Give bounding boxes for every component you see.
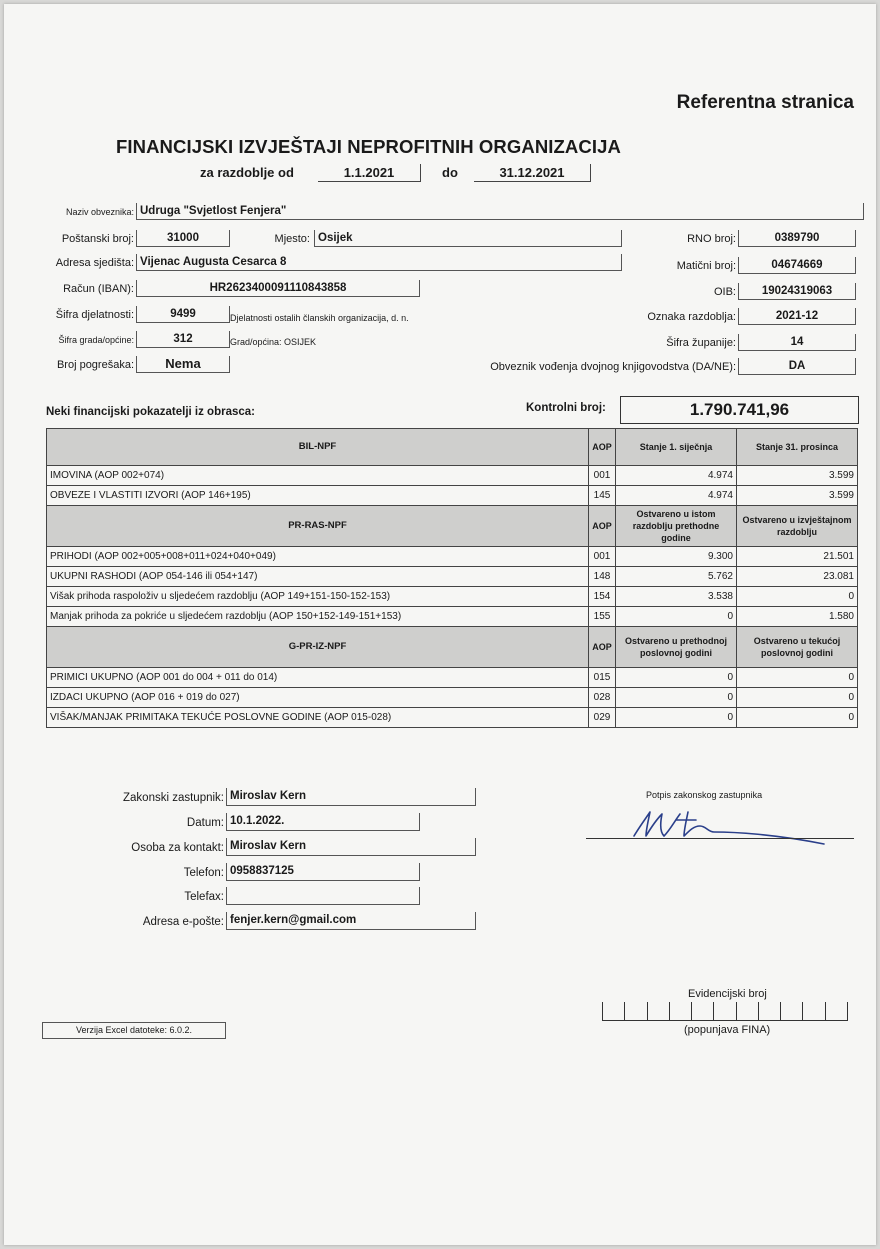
kontakt-label: Osoba za kontakt: <box>131 842 224 854</box>
pogreske-label: Broj pogrešaka: <box>56 359 134 371</box>
financial-table <box>46 428 858 728</box>
telefax-field <box>226 887 420 905</box>
oib-label: OIB: <box>713 286 736 298</box>
djelatnost-field: 9499 <box>136 306 230 323</box>
row-label: IMOVINA (AOP 002+074) <box>47 466 589 486</box>
row-label: IZDACI UKUPNO (AOP 016 + 019 do 027) <box>47 688 589 708</box>
signature-label: Potpis zakonskog zastupnika <box>646 790 763 800</box>
table-row <box>47 466 858 486</box>
table-row <box>47 668 858 688</box>
kontakt-field: Miroslav Kern <box>226 838 476 856</box>
oznaka-field: 2021-12 <box>738 308 856 325</box>
rno-field: 0389790 <box>738 230 856 247</box>
djelatnost-label: Šifra djelatnosti: <box>55 309 134 321</box>
racun-label: Račun (IBAN): <box>63 283 134 295</box>
zastupnik-field: Miroslav Kern <box>226 788 476 806</box>
section-header-row <box>47 429 858 466</box>
row-value-1: 0 <box>616 688 737 708</box>
aop-header: AOP <box>589 506 616 547</box>
maticni-label: Matični broj: <box>676 260 736 272</box>
row-aop: 028 <box>589 688 616 708</box>
djelatnost-description: Djelatnosti ostalih članskih organizacija, d. n. <box>230 313 409 323</box>
column1-header: Stanje 1. siječnja <box>616 429 737 466</box>
racun-field: HR2623400091110843858 <box>136 280 420 297</box>
row-value-2: 0 <box>737 587 858 607</box>
datum-label: Datum: <box>186 817 224 829</box>
zupanija-field: 14 <box>738 334 856 351</box>
rno-label: RNO broj: <box>687 233 736 245</box>
period-label: za razdoblje od <box>200 165 294 180</box>
row-aop: 145 <box>589 486 616 506</box>
postanski-label: Poštanski broj: <box>61 233 134 245</box>
row-aop: 015 <box>589 668 616 688</box>
version-label: Verzija Excel datoteke: 6.0.2. <box>42 1022 226 1039</box>
period-to: 31.12.2021 <box>474 164 591 182</box>
row-value-2: 3.599 <box>737 466 858 486</box>
dvojno-field: DA <box>738 358 856 375</box>
table-row <box>47 688 858 708</box>
row-value-2: 21.501 <box>737 547 858 567</box>
pogreske-field: Nema <box>136 356 230 373</box>
row-aop: 148 <box>589 567 616 587</box>
signature-mark <box>624 804 854 848</box>
column2-header: Ostvareno u tekućoj poslovnoj godini <box>737 627 858 668</box>
row-aop: 155 <box>589 607 616 627</box>
row-value-2: 1.580 <box>737 607 858 627</box>
row-label: PRIMICI UKUPNO (AOP 001 do 004 + 011 do 014) <box>47 668 589 688</box>
row-value-2: 0 <box>737 708 858 728</box>
adresa-field: Vijenac Augusta Cesarca 8 <box>136 254 622 271</box>
row-label: Višak prihoda raspoloživ u sljedećem razdoblju (AOP 149+151-150-152-153) <box>47 587 589 607</box>
row-value-2: 0 <box>737 688 858 708</box>
aop-header: AOP <box>589 429 616 466</box>
row-value-1: 4.974 <box>616 486 737 506</box>
row-aop: 001 <box>589 466 616 486</box>
row-label: VIŠAK/MANJAK PRIMITAKA TEKUĆE POSLOVNE GODINE (AOP 015-028) <box>47 708 589 728</box>
evidencijski-label: Evidencijski broj <box>688 988 767 1000</box>
mjesto-label: Mjesto: <box>274 233 310 245</box>
table-row <box>47 587 858 607</box>
financial-table-body <box>47 429 858 728</box>
datum-field: 10.1.2022. <box>226 813 420 831</box>
section-header-row <box>47 627 858 668</box>
table-row <box>47 607 858 627</box>
table-row <box>47 567 858 587</box>
kontrolni-value: 1.790.741,96 <box>620 396 859 424</box>
row-value-1: 0 <box>616 708 737 728</box>
table-row <box>47 708 858 728</box>
zastupnik-label: Zakonski zastupnik: <box>123 792 224 804</box>
oib-field: 19024319063 <box>738 283 856 300</box>
section-name: G-PR-IZ-NPF <box>47 627 589 668</box>
section-name: PR-RAS-NPF <box>47 506 589 547</box>
telefax-label: Telefax: <box>184 891 224 903</box>
section-name: BIL-NPF <box>47 429 589 466</box>
telefon-label: Telefon: <box>183 867 224 879</box>
period-from: 1.1.2021 <box>318 164 421 182</box>
naziv-field: Udruga "Svjetlost Fenjera" <box>136 203 864 220</box>
row-value-2: 0 <box>737 668 858 688</box>
table-row <box>47 486 858 506</box>
row-value-1: 5.762 <box>616 567 737 587</box>
signature-line <box>586 838 854 839</box>
email-field: fenjer.kern@gmail.com <box>226 912 476 930</box>
row-value-1: 4.974 <box>616 466 737 486</box>
aop-header: AOP <box>589 627 616 668</box>
naziv-label: Naziv obveznika: <box>65 207 134 217</box>
column2-header: Ostvareno u izvještajnom razdoblju <box>737 506 858 547</box>
row-value-2: 23.081 <box>737 567 858 587</box>
row-value-1: 3.538 <box>616 587 737 607</box>
row-aop: 029 <box>589 708 616 728</box>
adresa-label: Adresa sjedišta: <box>55 257 134 269</box>
oznaka-label: Oznaka razdoblja: <box>647 311 736 323</box>
column2-header: Stanje 31. prosinca <box>737 429 858 466</box>
row-label: UKUPNI RASHODI (AOP 054-146 ili 054+147) <box>47 567 589 587</box>
maticni-field: 04674669 <box>738 257 856 274</box>
grad-label: Šifra grada/općine: <box>58 335 134 345</box>
row-value-1: 0 <box>616 668 737 688</box>
indicators-title: Neki financijski pokazatelji iz obrasca: <box>46 406 255 418</box>
row-value-1: 0 <box>616 607 737 627</box>
grad-field: 312 <box>136 331 230 348</box>
row-aop: 001 <box>589 547 616 567</box>
kontrolni-label: Kontrolni broj: <box>526 402 606 414</box>
row-label: Manjak prihoda za pokriće u sljedećem razdoblju (AOP 150+152-149-151+153) <box>47 607 589 627</box>
dvojno-label: Obveznik vođenja dvojnog knjigovodstva (DA/NE): <box>490 361 736 373</box>
column1-header: Ostvareno u istom razdoblju prethodne godine <box>616 506 737 547</box>
section-header-row <box>47 506 858 547</box>
report-title: FINANCIJSKI IZVJEŠTAJI NEPROFITNIH ORGANIZACIJA <box>116 136 621 157</box>
period-to-label: do <box>442 165 458 180</box>
row-value-1: 9.300 <box>616 547 737 567</box>
popunjava-label: (popunjava FINA) <box>684 1024 771 1036</box>
row-aop: 154 <box>589 587 616 607</box>
evidencijski-boxes <box>602 1002 848 1021</box>
grad-description: Grad/općina: OSIJEK <box>230 337 317 347</box>
mjesto-field: Osijek <box>314 230 622 247</box>
email-label: Adresa e-pošte: <box>142 916 224 928</box>
reference-page-title: Referentna stranica <box>676 92 854 113</box>
document-page <box>4 4 876 1245</box>
telefon-field: 0958837125 <box>226 863 420 881</box>
zupanija-label: Šifra županije: <box>666 337 736 349</box>
row-label: OBVEZE I VLASTITI IZVORI (AOP 146+195) <box>47 486 589 506</box>
table-row <box>47 547 858 567</box>
column1-header: Ostvareno u prethodnoj poslovnoj godini <box>616 627 737 668</box>
row-label: PRIHODI (AOP 002+005+008+011+024+040+049) <box>47 547 589 567</box>
postanski-field: 31000 <box>136 230 230 247</box>
row-value-2: 3.599 <box>737 486 858 506</box>
